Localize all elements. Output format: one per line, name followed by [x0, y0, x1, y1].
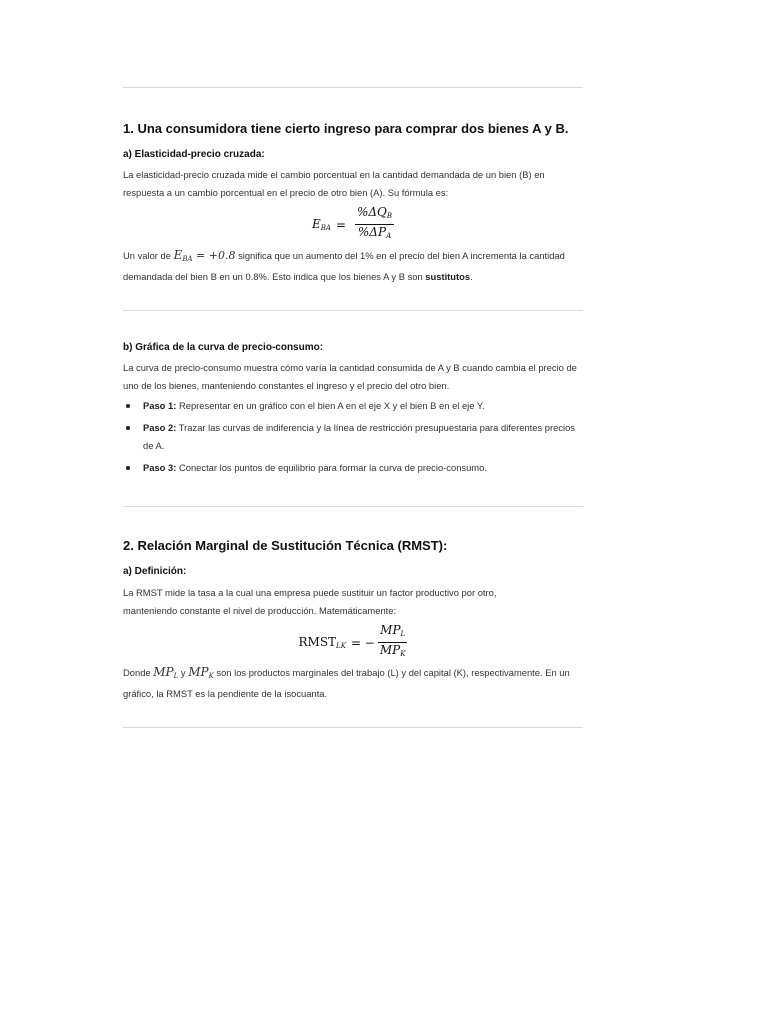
list-item: Paso 3: Conectar los puntos de equilibrio para formar la curva de precio-consumo. — [123, 459, 583, 477]
section-1-title: 1. Una consumidora tiene cierto ingreso para comprar dos bienes A y B. — [123, 121, 569, 136]
section-1b-heading: b) Gráfica de la curva de precio-consumo: — [123, 342, 324, 353]
list-item: Paso 2: Trazar las curvas de indiferencia y la línea de restricción presupuestaria para diferentes precios de A. — [123, 419, 583, 455]
divider — [123, 87, 583, 88]
section-1a-intro: La elasticidad-precio cruzada mide el cambio porcentual en la cantidad demandada de un bien (B) en respuesta a un cambio porcentual en el precio de otro bien (A). Su fórmula es: — [123, 169, 545, 198]
result-text: significa que un aumento del 1% en el precio del bien A incrementa la cantidad demandada del bien B en un 0.8%. Esto indica que los bienes A y B son — [123, 250, 565, 282]
result-prefix: Un valor de — [123, 250, 171, 261]
formula-lhs: $RMST_{LK}$ — [298, 635, 346, 650]
cross-elasticity-formula — [123, 206, 583, 243]
section-2-title: 2. Relación Marginal de Sustitución Técnica (RMST): — [123, 538, 448, 553]
bullet-icon — [126, 466, 130, 470]
section-2a-where — [123, 663, 589, 703]
formula-denominator: $\%\Delta P_A$ — [357, 225, 392, 240]
formula-lhs: $E_{BA}$ — [311, 217, 331, 232]
result-bold: sustitutos — [425, 271, 471, 282]
divider — [123, 310, 583, 311]
where-and: y — [180, 667, 186, 678]
result-end: . — [470, 271, 473, 282]
formula-fraction — [355, 206, 394, 243]
divider — [123, 506, 583, 507]
formula-equals: = — [335, 217, 346, 232]
where-math-1: $MP_L$ — [153, 665, 179, 680]
formula-numerator: $MP_L$ — [378, 624, 407, 643]
formula-fraction — [378, 624, 408, 661]
section-1a-heading: a) Elasticidad-precio cruzada: — [123, 149, 265, 160]
section-2a-intro: La RMST mide la tasa a la cual una empresa puede sustituir un factor productivo por otro, manteniendo constante el nivel de producción. Matemáticamente: — [123, 587, 497, 616]
bullet-icon — [126, 404, 130, 408]
where-math-2: $MP_K$ — [188, 665, 214, 680]
list-item: Paso 1: Representar en un gráfico con el bien A en el eje X y el bien B en el eje Y. — [123, 397, 583, 415]
formula-denominator: $MP_K$ — [379, 643, 406, 658]
rmst-formula — [123, 624, 583, 661]
steps-list — [123, 397, 583, 477]
formula-numerator: $\%\Delta Q_B$ — [355, 206, 394, 225]
divider — [123, 727, 583, 728]
section-1b-intro: La curva de precio-consumo muestra cómo varía la cantidad consumida de A y B cuando cambia el precio de uno de los bienes, manteniendo constantes el ingreso y el precio del otro bien. — [123, 362, 577, 391]
section-1a-result — [123, 246, 583, 286]
formula-equals: = − — [350, 635, 375, 650]
result-math: $E_{BA} = +0.8$ — [173, 248, 236, 263]
where-prefix: Donde — [123, 667, 151, 678]
section-2a-heading: a) Definición: — [123, 566, 187, 577]
bullet-icon — [126, 426, 130, 430]
where-text: son los productos marginales del trabajo (L) y del capital (K), respectivamente. En un gráfico, la RMST es la pendiente de la isocuanta. — [123, 667, 570, 699]
